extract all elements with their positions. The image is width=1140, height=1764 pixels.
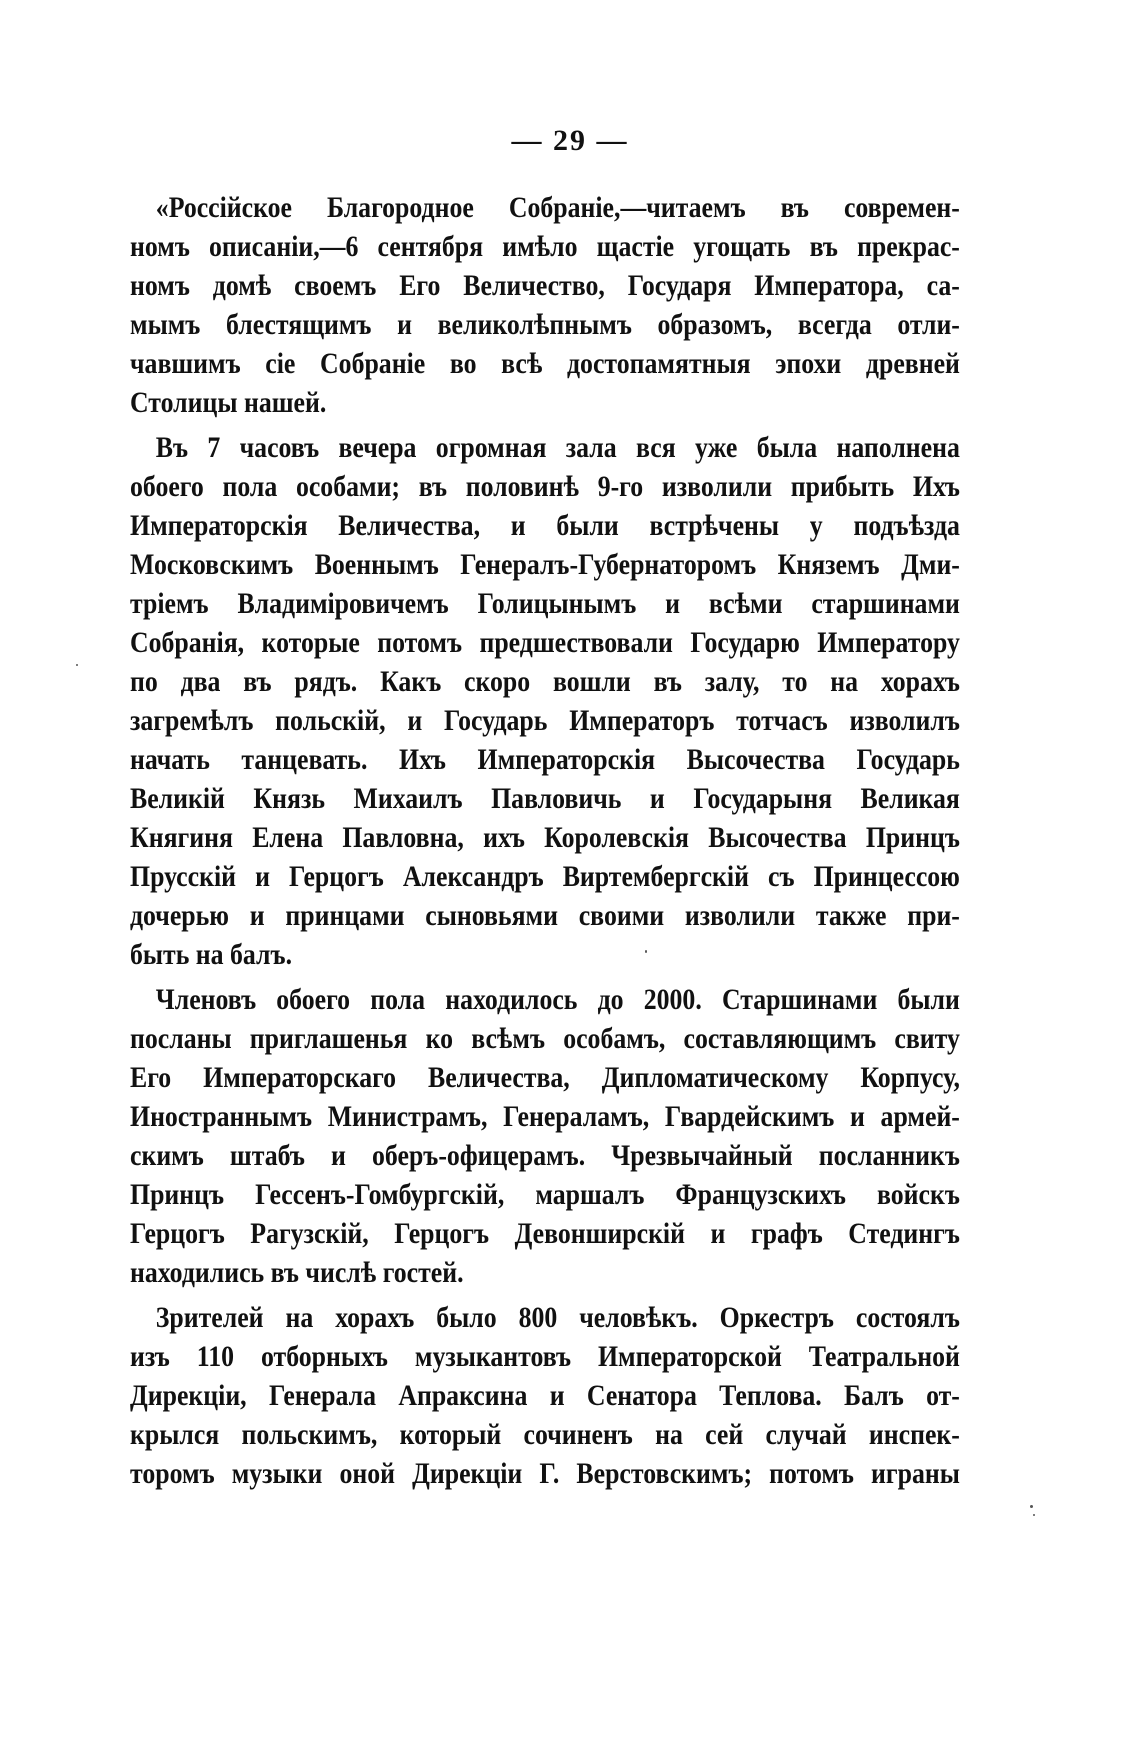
text-line: начать танцевать. Ихъ Императорскія Высочества Государь: [130, 743, 960, 776]
text-line: Княгиня Елена Павловна, ихъ Королевскія Высочества Принцъ: [130, 821, 960, 854]
text-line: по два въ рядъ. Какъ скоро вошли въ залу, то на хорахъ: [130, 665, 960, 698]
body-text: [130, 188, 960, 1493]
text-line: Зрителей на хорахъ было 800 человѣкъ. Оркестръ состоялъ: [155, 1301, 960, 1334]
text-line: «Россійское Благородное Собраніе,—читаемъ въ современ-: [155, 191, 960, 224]
text-line: скимъ штабъ и оберъ-офицерамъ. Чрезвычайный посланникъ: [130, 1139, 960, 1172]
text-line: Прусскій и Герцогъ Александръ Виртембергскій съ Принцессою: [130, 860, 960, 893]
text-line: дочерью и принцами сыновьями своими изволили также при-: [130, 899, 960, 932]
text-line: торомъ музыки оной Дирекціи Г. Верстовскимъ; потомъ играны: [130, 1457, 960, 1490]
text-line: чавшимъ сіе Собраніе во всѣ достопамятныя эпохи древней: [130, 347, 960, 380]
text-line: посланы приглашенья ко всѣмъ особамъ, составляющимъ свиту: [130, 1022, 960, 1055]
scan-speck: [1030, 1505, 1033, 1508]
text-line: мымъ блестящимъ и великолѣпнымъ образомъ, всегда отли-: [130, 308, 960, 341]
paragraph-3: [130, 980, 960, 1292]
paragraph-2: [130, 428, 960, 974]
scan-speck: [1033, 1514, 1035, 1516]
text-line: изъ 110 отборныхъ музыкантовъ Императорской Театральной: [130, 1340, 960, 1373]
text-line: быть на балъ.: [130, 938, 293, 971]
text-line: Его Императорскаго Величества, Дипломатическому Корпусу,: [130, 1061, 960, 1094]
text-line: находились въ числѣ гостей.: [130, 1256, 464, 1289]
text-line: Въ 7 часовъ вечера огромная зала вся уже была наполнена: [155, 431, 960, 464]
text-line: Членовъ обоего пола находилось до 2000. Старшинами были: [155, 983, 960, 1016]
scan-speck: [76, 664, 78, 666]
scan-speck: [645, 950, 647, 953]
paragraph-4: [130, 1298, 960, 1493]
text-line: Герцогъ Рагузскій, Герцогъ Девонширскій и графъ Стедингъ: [130, 1217, 960, 1250]
text-line: тріемъ Владиміровичемъ Голицынымъ и всѣми старшинами: [130, 587, 960, 620]
text-line: крылся польскимъ, который сочиненъ на сей случай инспек-: [130, 1418, 960, 1451]
text-line: номъ домѣ своемъ Его Величество, Государя Императора, са-: [130, 269, 960, 302]
text-line: загремѣлъ польскій, и Государь Императоръ тотчасъ изволилъ: [130, 704, 960, 737]
text-line: Столицы нашей.: [130, 386, 327, 419]
text-line: Дирекціи, Генерала Апраксина и Сенатора Теплова. Балъ от-: [130, 1379, 960, 1412]
page-number: — 29 —: [511, 124, 629, 157]
text-line: Иностраннымъ Министрамъ, Генераламъ, Гвардейскимъ и армей-: [130, 1100, 960, 1133]
text-line: Императорскія Величества, и были встрѣчены у подъѣзда: [130, 509, 960, 542]
text-line: Московскимъ Военнымъ Генералъ-Губернаторомъ Княземъ Дми-: [130, 548, 960, 581]
text-line: обоего пола особами; въ половинѣ 9-го изволили прибыть Ихъ: [130, 470, 960, 503]
text-line: номъ описаніи,—6 сентября имѣло щастіе угощать въ прекрас-: [130, 230, 960, 263]
paragraph-1: [130, 188, 960, 422]
text-line: Великій Князь Михаилъ Павловичь и Государыня Великая: [130, 782, 960, 815]
text-line: Принцъ Гессенъ-Гомбургскій, маршалъ Французскихъ войскъ: [130, 1178, 960, 1211]
text-line: Собранія, которые потомъ предшествовали Государю Императору: [130, 626, 960, 659]
